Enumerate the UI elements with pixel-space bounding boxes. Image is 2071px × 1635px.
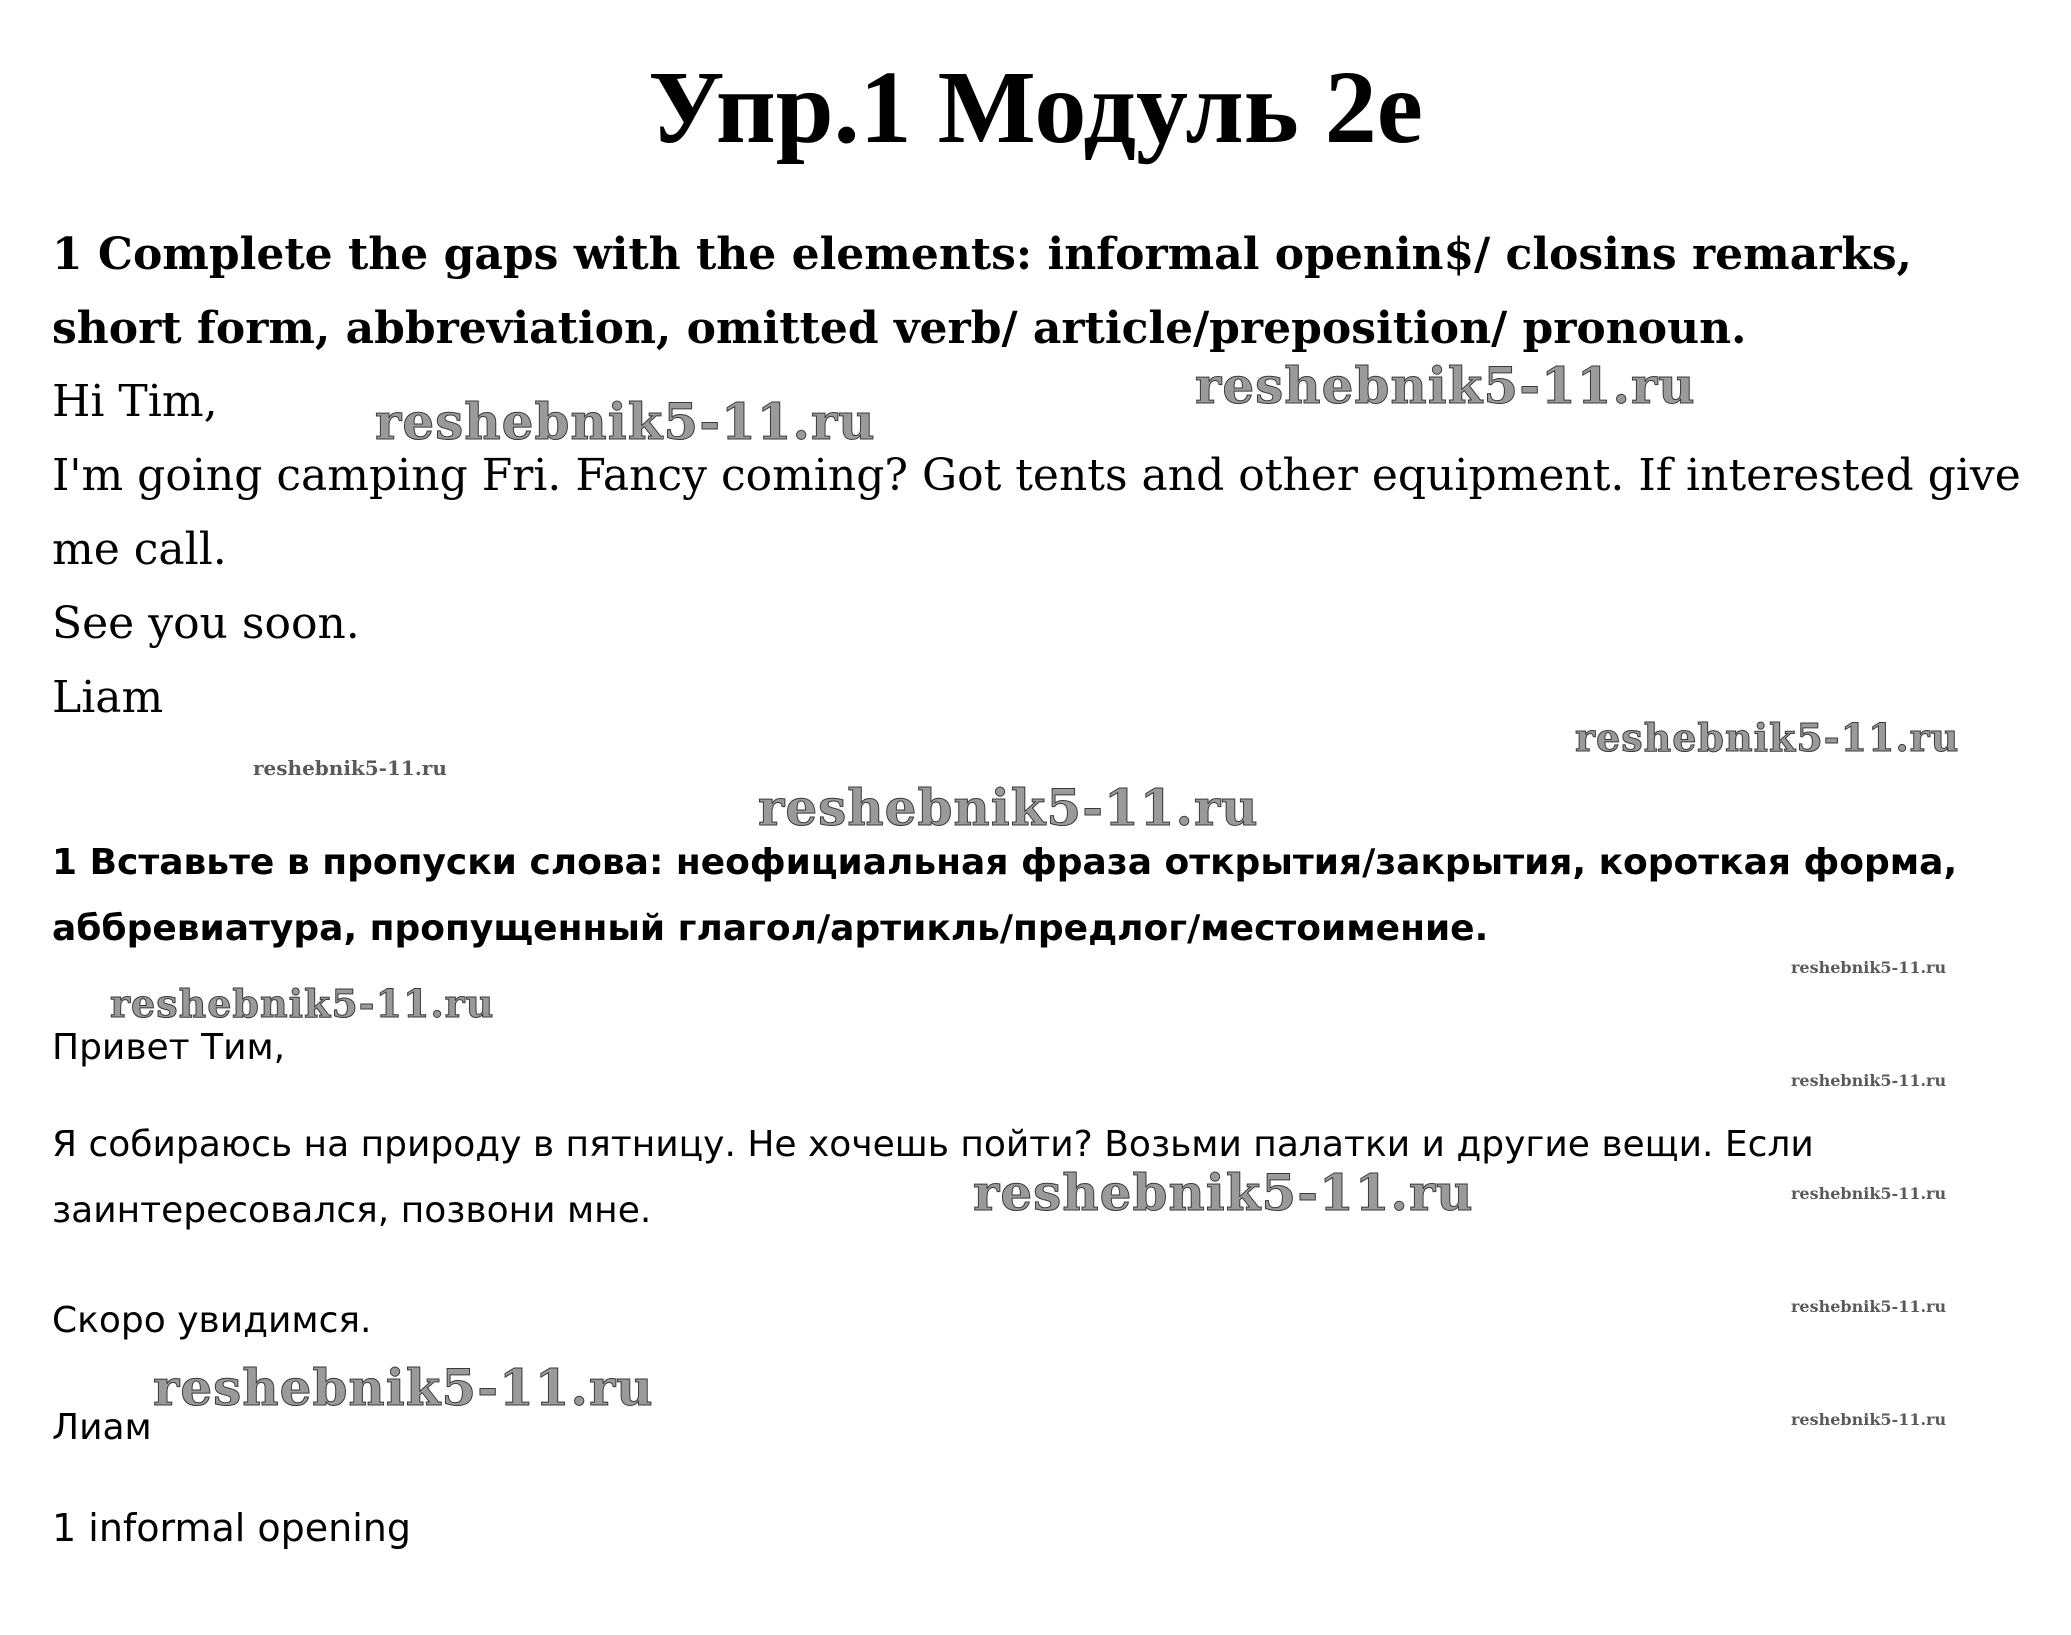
russian-instruction: 1 Вставьте в пропуски слова: неофициальная фраза открытия/закрытия, короткая форма, аббревиатура, пропущенный глагол/артикль/предлог/местоимение. — [52, 842, 1958, 949]
watermark: reshebnik5-11.ru — [1791, 1071, 1947, 1090]
watermark: reshebnik5-11.ru — [1791, 1410, 1947, 1429]
english-letter-signature: Liam — [52, 672, 164, 723]
english-letter — [52, 365, 2032, 735]
russian-letter-greeting: Привет Тим, — [52, 1027, 286, 1068]
russian-letter-closing: Скоро увидимся. — [52, 1300, 372, 1341]
watermark: reshebnik5-11.ru — [1575, 715, 1960, 760]
answer-item: 1 informal opening — [52, 1506, 412, 1550]
english-instruction: 1 Complete the gaps with the elements: informal openin$/ closins remarks, short form, abbreviation, omitted verb/ article/preposition/ pronoun. — [52, 229, 1912, 354]
watermark: reshebnik5-11.ru — [1791, 1297, 1947, 1316]
watermark: reshebnik5-11.ru — [1791, 958, 1947, 977]
english-letter-closing: See you soon. — [52, 598, 360, 649]
russian-letter-body: Я собираюсь на природу в пятницу. Не хочешь пойти? Возьми палатки и другие вещи. Если заинтересовался, позвони мне. — [52, 1124, 1814, 1231]
english-letter-greeting: Hi Tim, — [52, 376, 218, 427]
watermark: reshebnik5-11.ru — [375, 392, 876, 451]
watermark: reshebnik5-11.ru — [253, 756, 447, 780]
watermark: reshebnik5-11.ru — [110, 981, 495, 1026]
english-letter-body: I'm going camping Fri. Fancy coming? Got tents and other equipment. If interested give me call. — [52, 450, 2021, 575]
page-title: Упр.1 Модуль 2е — [648, 50, 1423, 165]
watermark: reshebnik5-11.ru — [153, 1358, 654, 1417]
watermark: reshebnik5-11.ru — [1791, 1184, 1947, 1203]
watermark: reshebnik5-11.ru — [973, 1163, 1474, 1222]
watermark: reshebnik5-11.ru — [1195, 356, 1696, 415]
russian-letter-signature: Лиам — [52, 1407, 152, 1448]
watermark: reshebnik5-11.ru — [758, 778, 1259, 837]
